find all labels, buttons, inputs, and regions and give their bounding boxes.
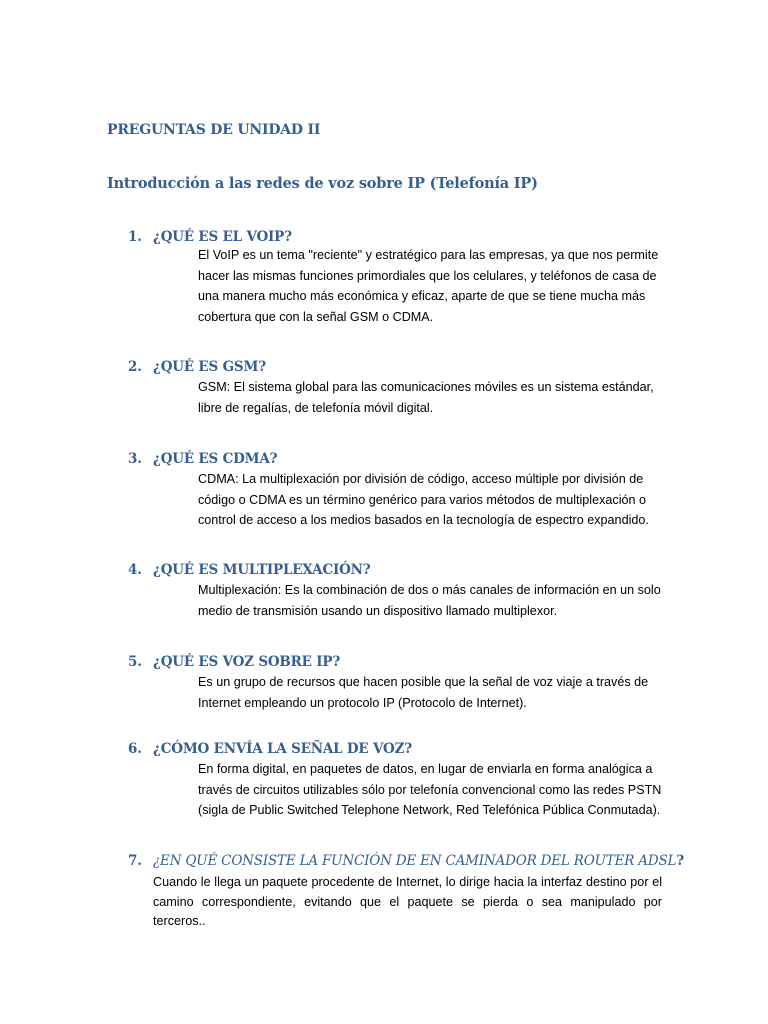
answer-block (198, 377, 654, 418)
answer-line: GSM: El sistema global para las comunicaciones móviles es un sistema estándar, (198, 380, 654, 394)
question-text: ¿QUÉ ES CDMA? (153, 451, 278, 467)
question-text: ¿QUÉ ES MULTIPLEXACIÓN? (153, 562, 371, 578)
answer-block (198, 672, 648, 713)
question-text (153, 853, 684, 869)
answer-block (198, 469, 649, 531)
answer-line: medio de transmisión usando un dispositivo llamado multiplexor. (198, 603, 558, 618)
answer-block: Cuando le llega un paquete procedente de Internet, lo dirige hacia la interfaz destino por el camino correspondiente, evitando que el paquete se pierda o sea manipulado por terceros.. (153, 875, 662, 928)
answer-line: Es un grupo de recursos que hacen posible que la señal de voz viaje a través de (198, 675, 649, 689)
question-text: ¿QUÉ ES GSM? (153, 359, 266, 375)
answer-line: En forma digital, en paquetes de datos, en lugar de enviarla en forma analógica a (198, 762, 653, 776)
question-text-body: ¿EN QUÉ CONSISTE LA FUNCIÓN DE EN CAMINADOR DEL ROUTER ADSL (153, 853, 677, 869)
question-heading (0, 451, 768, 471)
answer-line: libre de regalías, de telefonía móvil digital. (198, 400, 434, 415)
answer-block (198, 245, 658, 328)
answer-line: través de circuitos utilizables sólo por telefonía convencional como las redes PSTN (198, 782, 662, 797)
answer-line: código o CDMA es un término genérico para varios métodos de multiplexación o (198, 492, 647, 507)
question-number: 3. (128, 451, 142, 467)
answer-block (198, 759, 661, 821)
question-text: ¿QUÉ ES VOZ SOBRE IP? (153, 654, 341, 670)
document-subtitle: Introducción a las redes de voz sobre IP (Telefonía IP) (107, 175, 538, 192)
answer-line: CDMA: La multiplexación por división de código, acceso múltiple por división de (198, 472, 644, 486)
question-heading (0, 654, 768, 674)
question-heading (0, 853, 768, 873)
answer-line: una manera mucho más económica y eficaz, aparte de que se tiene mucha más (198, 289, 646, 304)
answer-line: Multiplexación: Es la combinación de dos o más canales de información en un solo (198, 583, 661, 597)
question-text: ¿CÓMO ENVÍA LA SEÑAL DE VOZ? (153, 741, 412, 757)
answer-block (198, 580, 661, 621)
answer-line: Internet empleando un protocolo IP (Protocolo de Internet). (198, 695, 527, 710)
question-number: 2. (128, 359, 142, 375)
document-title: PREGUNTAS DE UNIDAD II (107, 122, 321, 138)
question-mark: ? (676, 853, 685, 869)
question-number: 1. (128, 229, 142, 245)
question-number: 7. (128, 853, 142, 869)
question-number: 5. (128, 654, 142, 670)
answer-line: control de acceso a los medios basados en la tecnología de espectro expandido. (198, 513, 649, 528)
question-heading (0, 741, 768, 761)
question-number: 4. (128, 562, 142, 578)
answer-line: cobertura que con la señal GSM o CDMA. (198, 310, 434, 325)
question-heading (0, 562, 768, 582)
answer-line: (sigla de Public Switched Telephone Network, Red Telefónica Pública Conmutada). (198, 803, 661, 818)
answer-line: hacer las mismas funciones primordiales que los celulares, y teléfonos de casa de (198, 268, 657, 283)
answer-line: El VoIP es un tema "reciente" y estratégico para las empresas, ya que nos permite (198, 248, 659, 262)
question-text: ¿QUÉ ES EL VOIP? (153, 229, 292, 245)
question-number: 6. (128, 741, 142, 757)
question-heading (0, 359, 768, 379)
